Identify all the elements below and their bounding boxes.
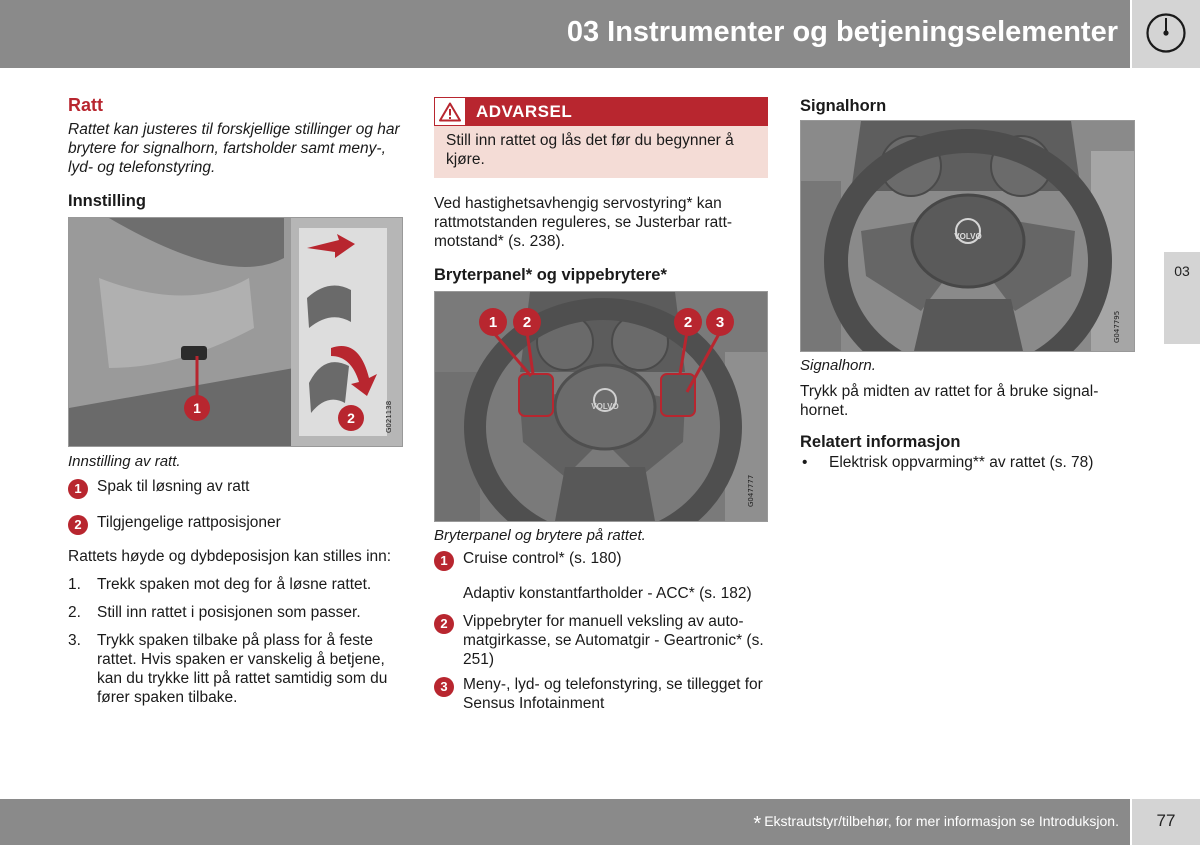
figure-marker-1-label: 1 (193, 400, 201, 416)
callout-text: Meny-, lyd- og telefonstyring, se tillegget for Sensus Infotainment (463, 676, 763, 712)
warning-box (434, 97, 768, 178)
callout-text: Cruise control* (s. 180) (463, 550, 622, 567)
step-number: 3. (68, 632, 81, 649)
footnote-star: * (753, 813, 762, 835)
page-number-box (1132, 799, 1200, 845)
figure-steering-adjust (68, 217, 403, 447)
related-link[interactable]: Elektrisk oppvarming** av rattet (s. 78) (829, 454, 1094, 471)
chapter-tab-label: 03 (1174, 263, 1190, 279)
step-text: Trekk spaken mot deg for å løsne rattet. (97, 576, 372, 593)
column-switches (434, 97, 768, 713)
callout-text: Vippebryter for manuell veksling av automatgirkasse, se Automatgir - Geartronic* (s. 251) (463, 613, 764, 668)
header-icon-box (1132, 0, 1200, 68)
list-item (68, 631, 403, 707)
column-steering (68, 95, 403, 716)
volvo-logo: VOLVO (954, 232, 982, 241)
chapter-tab[interactable] (1164, 252, 1200, 344)
figure-caption: Innstilling av ratt. (68, 453, 181, 470)
callout-number: 2 (68, 515, 88, 535)
column-horn (800, 97, 1135, 472)
list-item (800, 453, 1135, 472)
figure-marker-3-label: 3 (715, 314, 725, 331)
subheading-innstilling: Innstilling (68, 192, 146, 210)
footer-note-text: Ekstrautstyr/tilbehør, for mer informasjon se Introduksjon. (764, 813, 1119, 829)
figure-marker-2-label: 2 (522, 314, 532, 331)
section-heading-ratt: Ratt (68, 95, 103, 115)
callout-item (68, 513, 403, 535)
paragraph: Trykk på midten av rattet for å bruke signalhornet. (800, 383, 1099, 419)
page-number: 77 (1156, 811, 1176, 830)
warning-title: ADVARSEL (476, 101, 573, 121)
callout-text: Adaptiv konstantfartholder - ACC* (s. 182) (463, 585, 752, 602)
page-header (0, 0, 1130, 68)
callout-number: 1 (434, 551, 454, 571)
steps-list (68, 575, 403, 707)
volvo-logo: VOLVO (591, 402, 619, 411)
step-number: 2. (68, 604, 81, 621)
callout-text: Tilgjengelige rattposisjoner (97, 514, 281, 531)
figure-switch-panel (434, 291, 768, 522)
figure-marker-2-label: 2 (683, 314, 693, 331)
callout-number: 2 (434, 614, 454, 634)
callout-item (434, 612, 768, 669)
figure-marker-1-label: 1 (488, 314, 498, 331)
callout-number: 3 (434, 677, 454, 697)
figure-marker-2-label: 2 (347, 410, 355, 426)
step-number: 1. (68, 576, 81, 593)
paragraph: Ved hastighetsavhengig servostyring* kan rattmotstanden reguleres, se Justerbar rattmotstand* (s. 238). (434, 195, 733, 250)
page-title: 03 Instrumenter og betjeningselementer (566, 16, 1118, 48)
step-text: Trykk spaken tilbake på plass for å feste rattet. Hvis spaken er vanskelig å betjene, kan du trykke litt på rattet samtidig som du fører spaken tilbake. (97, 632, 388, 706)
figure-code: G021138 (385, 400, 393, 433)
step-text: Still inn rattet i posisjonen som passer. (97, 604, 361, 621)
warning-text: Still inn rattet og lås det før du begynner å kjøre. (446, 132, 734, 168)
warning-header (434, 97, 768, 126)
figure-horn (800, 120, 1135, 352)
callout-number: 1 (68, 479, 88, 499)
callout-item (434, 675, 768, 713)
callout-text: Spak til løsning av ratt (97, 478, 250, 495)
page-footer (0, 799, 1130, 845)
callout-item (434, 549, 768, 571)
figure-caption: Bryterpanel og brytere på rattet. (434, 527, 646, 544)
list-item (68, 575, 403, 594)
callout-item (434, 584, 768, 606)
footer-note (753, 813, 1119, 836)
intro-text: Rattet kan justeres til forskjellige stillinger og har brytere for signalhorn, fartsholder samt meny-, lyd- og telefonstyring. (68, 121, 400, 176)
bullet-mark: • (802, 454, 808, 471)
figure-caption: Signalhorn. (800, 357, 876, 374)
callout-item (68, 477, 403, 499)
related-heading: Relatert informasjon (800, 433, 961, 451)
figure-code: G047777 (747, 474, 755, 507)
subheading-switch-panel: Bryterpanel* og vippebrytere* (434, 266, 667, 284)
gauge-icon (1145, 12, 1187, 54)
subheading-signalhorn: Signalhorn (800, 97, 887, 115)
figure-code: G047795 (1113, 310, 1121, 343)
list-item (68, 603, 403, 622)
warning-triangle-icon (434, 97, 466, 126)
paragraph: Rattets høyde og dybdeposisjon kan stilles inn: (68, 548, 392, 565)
